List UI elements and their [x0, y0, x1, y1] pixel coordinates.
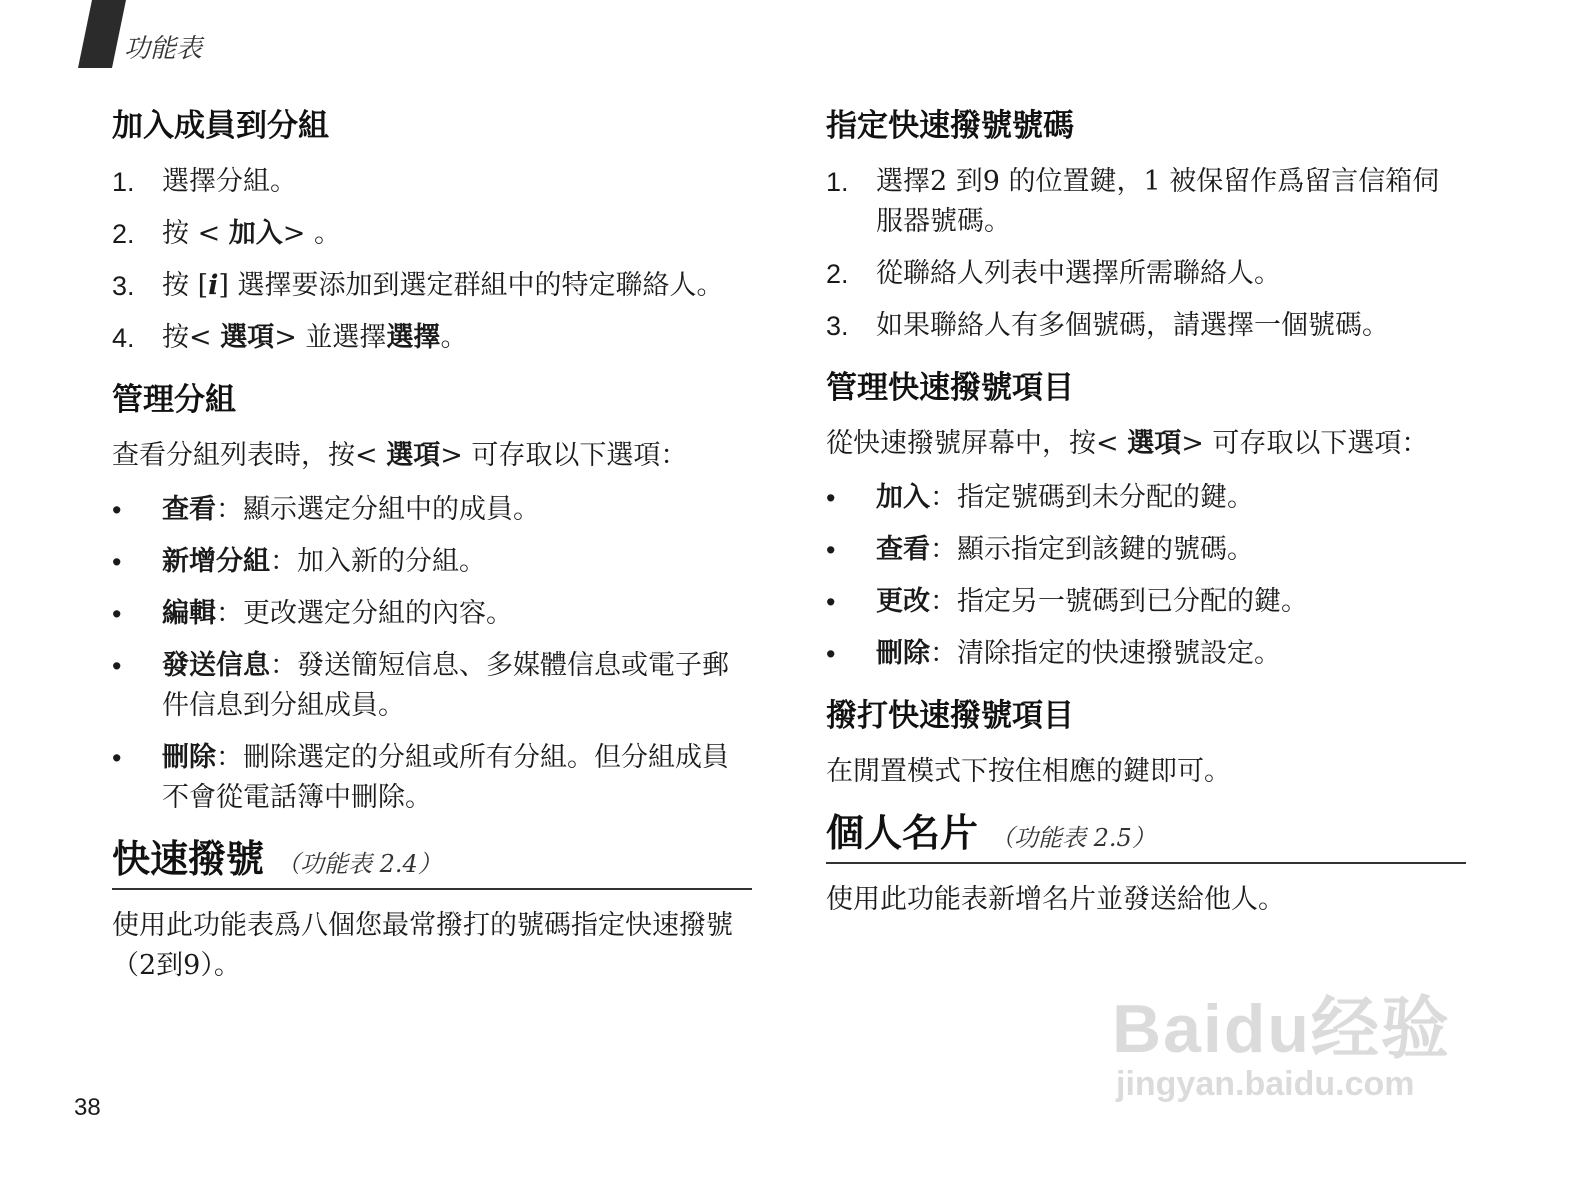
bold-term: 刪除 [876, 638, 930, 669]
list-item [826, 530, 1466, 570]
text-run: 從聯絡人列表中選擇所需聯絡人。 [876, 258, 1281, 289]
bold-term: 加入 [876, 482, 930, 513]
section-speed-dial [112, 832, 752, 890]
text-run: > 。 [282, 218, 342, 249]
step-number: 2. [826, 259, 849, 289]
heading-add-member: 加入成員到分組 [112, 108, 329, 144]
list-item [112, 646, 752, 726]
text-run: 按 [ [162, 270, 209, 301]
list-item [112, 738, 752, 818]
text-run: 按< [162, 322, 221, 353]
text-run: ：更改選定分組的內容。 [216, 598, 513, 629]
bold-term: 新增分組 [162, 546, 270, 577]
bold-term: 發送信息 [162, 650, 270, 681]
list-item [826, 254, 1466, 294]
bold-term: 查看 [876, 534, 930, 565]
text-run: ：發送簡短信息、多媒體信息或電子郵件信息到分組成員。 [162, 650, 729, 721]
bold-term: 更改 [876, 586, 930, 617]
list-item [826, 478, 1466, 518]
list-item [112, 490, 752, 530]
text-run: ：指定另一號碼到已分配的鍵。 [930, 586, 1308, 617]
left-column [112, 104, 752, 1000]
header-accent-bar [78, 0, 126, 68]
text-run: 選擇分組。 [162, 166, 297, 197]
text-run: ：清除指定的快速撥號設定。 [930, 638, 1281, 669]
list-item [112, 318, 752, 358]
text-run: ] 選擇要添加到選定群組中的特定聯絡人。 [218, 270, 724, 301]
text-run: 從快速撥號屏幕中，按< [826, 428, 1128, 459]
bullet-icon: • [826, 587, 836, 617]
section-title: 快速撥號 [112, 837, 265, 881]
watermark-logo [1112, 965, 1472, 1115]
manage-speed-dial-options [826, 478, 1466, 674]
bold-term: 編輯 [162, 598, 216, 629]
bold-term: 查看 [162, 494, 216, 525]
bullet-icon: • [826, 639, 836, 669]
bold-term: 加入 [228, 218, 283, 249]
bold-term: 選項 [220, 322, 275, 353]
bullet-icon: • [826, 535, 836, 565]
text-run: ：顯示指定到該鍵的號碼。 [930, 534, 1254, 565]
running-header: 功能表 [124, 34, 203, 64]
right-column [826, 104, 1466, 934]
manage-groups-options [112, 490, 752, 818]
name-card-text: 使用此功能表新增名片並發送給他人。 [826, 884, 1285, 915]
watermark-url: jingyan.baidu.com [1116, 1065, 1415, 1103]
manage-speed-dial-intro [826, 424, 1466, 464]
bullet-icon: • [112, 743, 122, 773]
step-number: 3. [826, 311, 849, 341]
text-run: > 可存取以下選項： [440, 440, 688, 471]
section-title: 個人名片 [826, 811, 979, 855]
bold-term: 選項 [386, 440, 441, 471]
text-run: ：刪除選定的分組或所有分組。但分組成員不會從電話簿中刪除。 [162, 742, 729, 813]
bullet-icon: • [112, 599, 122, 629]
bold-term: 選項 [1127, 428, 1182, 459]
text-run: 查看分組列表時，按< [112, 440, 387, 471]
bullet-icon: • [112, 547, 122, 577]
list-item [112, 594, 752, 634]
list-item [112, 266, 752, 306]
info-key-icon: i [208, 270, 219, 301]
list-item [826, 634, 1466, 674]
heading-dial-speed-dial: 撥打快速撥號項目 [826, 698, 1074, 734]
step-number: 2. [112, 219, 135, 249]
assign-speed-dial-steps [826, 162, 1466, 346]
text-run: ：加入新的分組。 [270, 546, 486, 577]
add-member-steps [112, 162, 752, 358]
dial-speed-dial-text: 在閒置模式下按住相應的鍵即可。 [826, 756, 1231, 787]
text-run: 選擇2 到9 的位置鍵，1 被保留作爲留言信箱伺服器號碼。 [876, 166, 1440, 237]
text-run: > 並選擇 [274, 322, 387, 353]
text-run: 按 < [162, 218, 229, 249]
watermark-brand: Baidu经验 [1112, 991, 1451, 1067]
menu-number: （功能表 2.5） [990, 824, 1156, 852]
heading-manage-speed-dial: 管理快速撥號項目 [826, 370, 1074, 406]
list-item [112, 214, 752, 254]
step-number: 3. [112, 271, 135, 301]
text-run: 如果聯絡人有多個號碼，請選擇一個號碼。 [876, 310, 1389, 341]
list-item [826, 306, 1466, 346]
text-run: ：顯示選定分組中的成員。 [216, 494, 540, 525]
list-item [826, 582, 1466, 622]
bold-term: 刪除 [162, 742, 216, 773]
step-number: 4. [112, 323, 135, 353]
manage-groups-intro [112, 436, 752, 476]
text-run: > 可存取以下選項： [1181, 428, 1429, 459]
bullet-icon: • [826, 483, 836, 513]
heading-manage-groups: 管理分組 [112, 382, 236, 418]
text-run: 。 [440, 322, 468, 353]
step-number: 1. [112, 167, 135, 197]
list-item [826, 162, 1466, 242]
step-number: 1. [826, 167, 849, 197]
bold-term: 選擇 [386, 322, 441, 353]
list-item [112, 162, 752, 202]
heading-assign-speed-dial: 指定快速撥號號碼 [826, 108, 1074, 144]
bullet-icon: • [112, 651, 122, 681]
bullet-icon: • [112, 495, 122, 525]
page-number: 38 [74, 1094, 101, 1121]
speed-dial-text: 使用此功能表爲八個您最常撥打的號碼指定快速撥號 （2到9）。 [112, 910, 733, 981]
list-item [112, 542, 752, 582]
text-run: ：指定號碼到未分配的鍵。 [930, 482, 1254, 513]
menu-number: （功能表 2.4） [276, 850, 442, 878]
section-name-card [826, 806, 1466, 864]
